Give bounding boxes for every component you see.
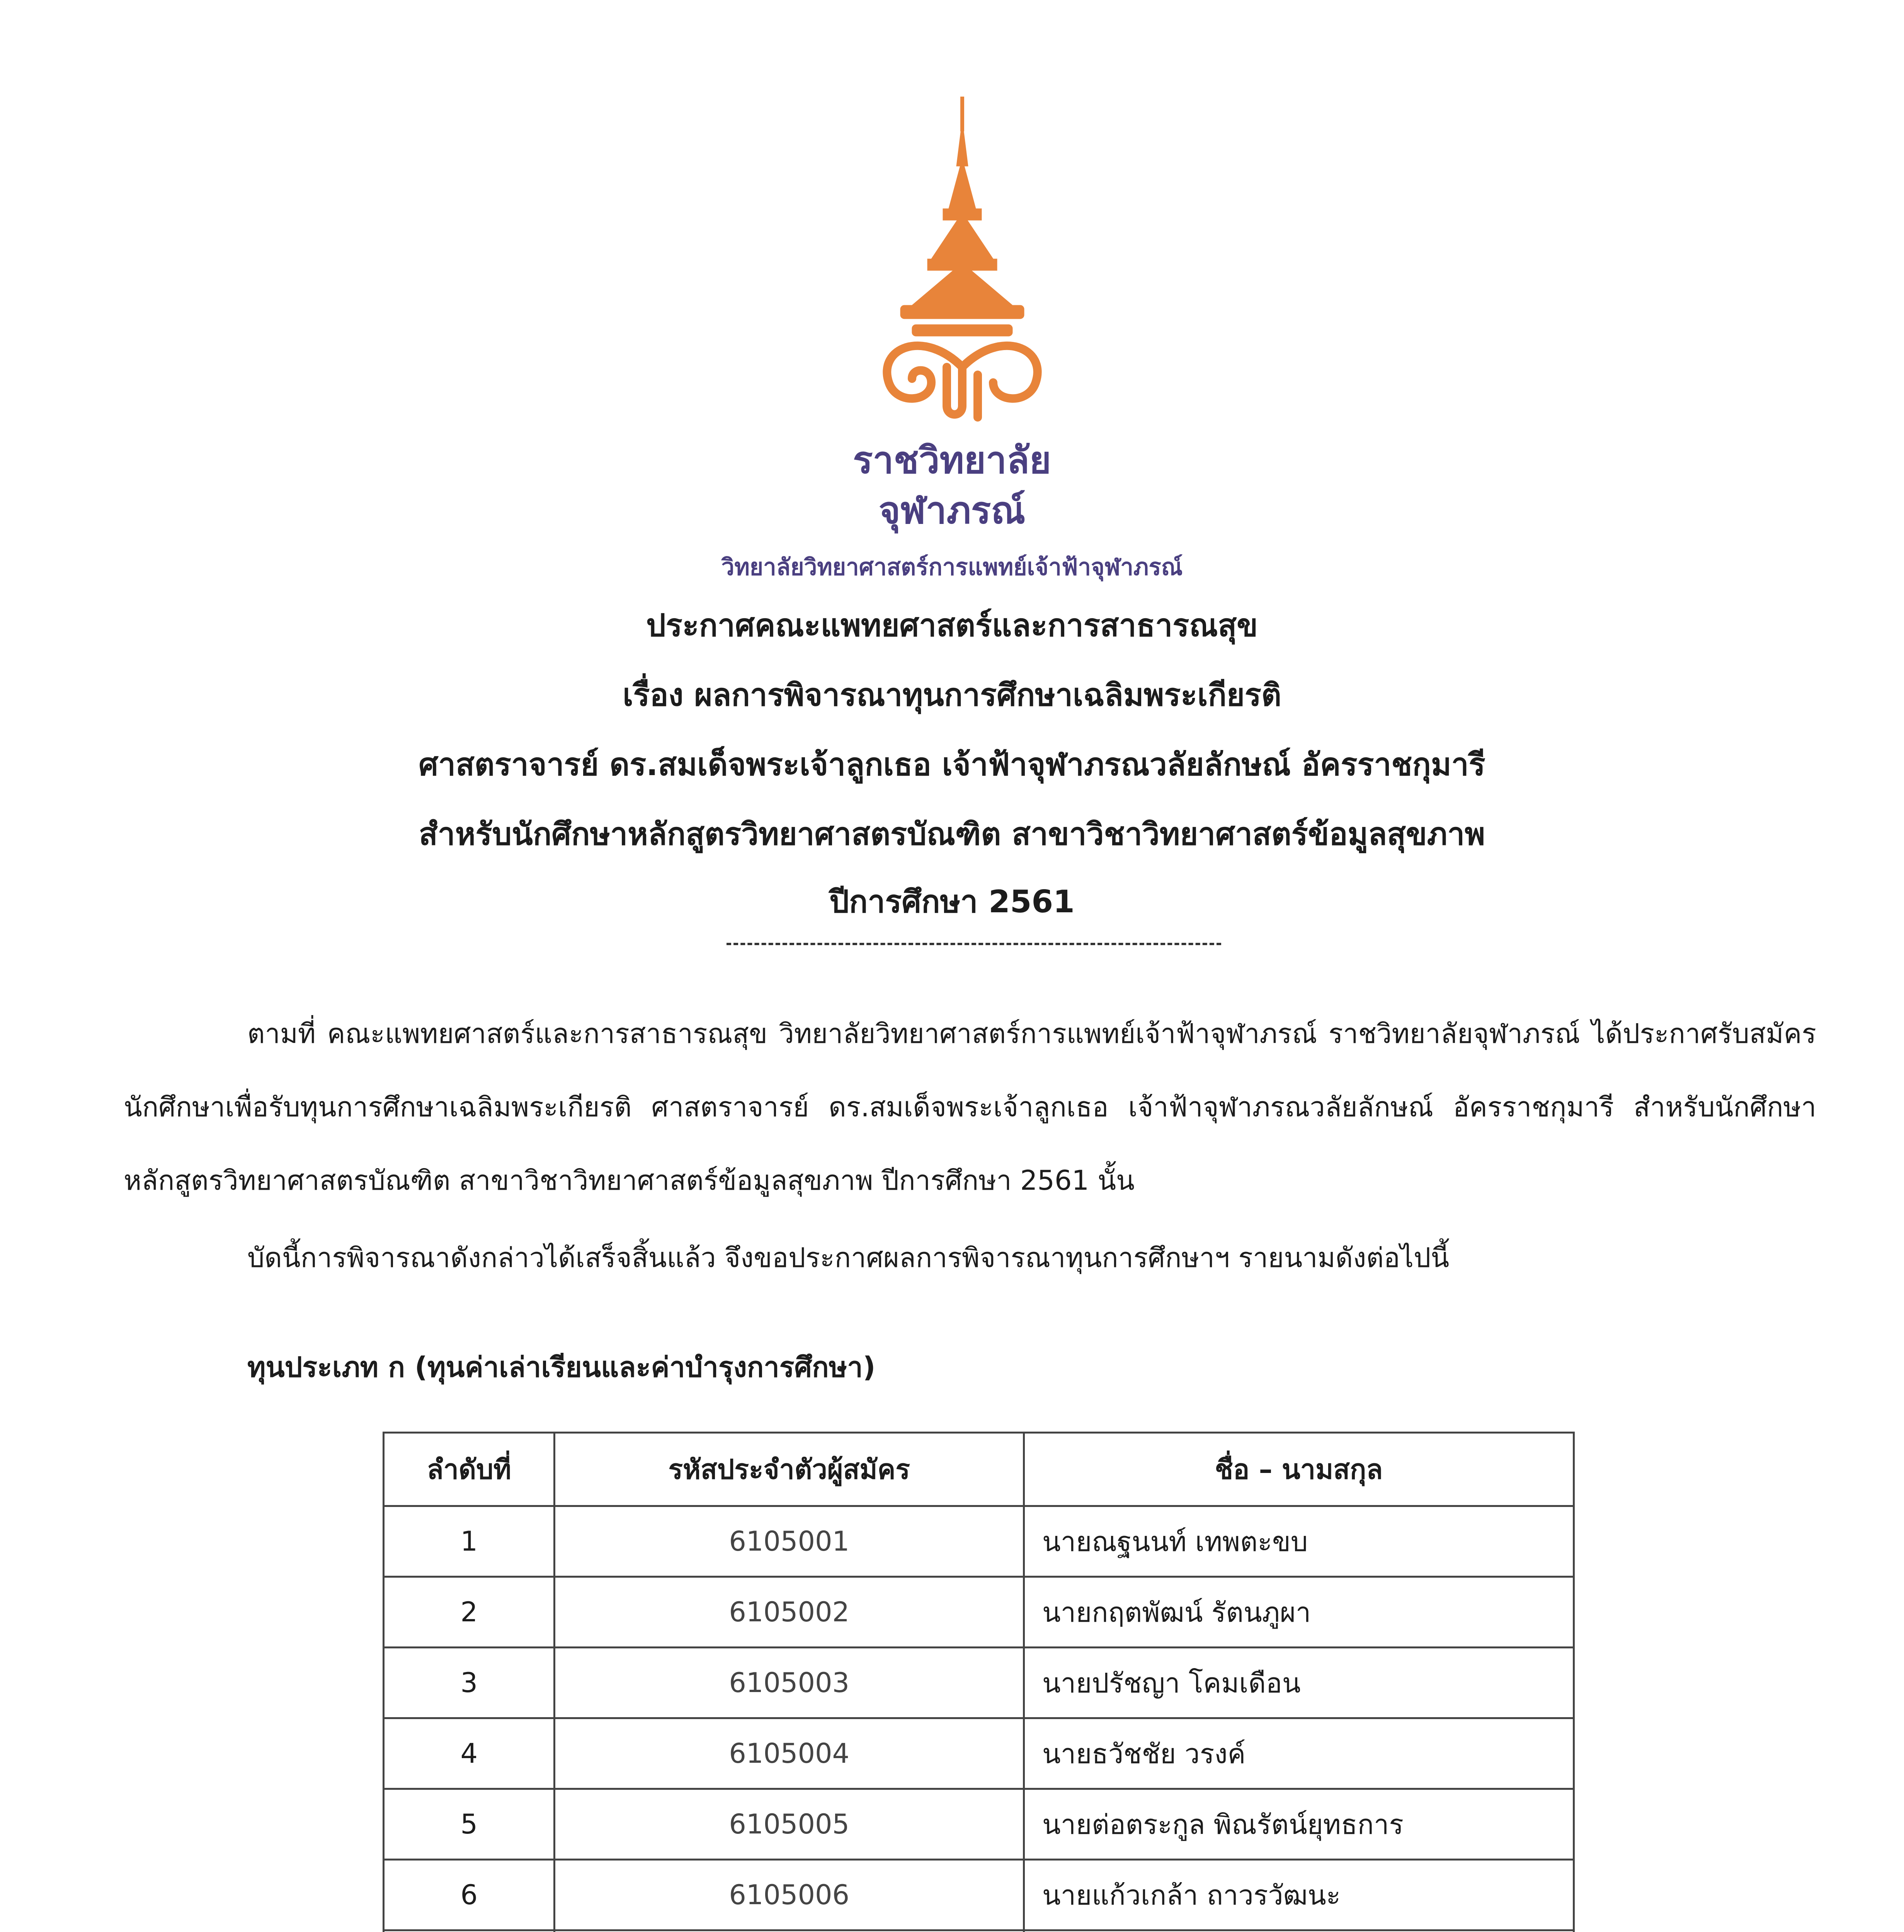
table-row bbox=[384, 1930, 1574, 1932]
cell-name: นายปรัชญา โคมเดือน bbox=[1024, 1648, 1574, 1718]
cell-no: 6 bbox=[384, 1860, 555, 1930]
scholarship-recipients-table bbox=[383, 1432, 1575, 1932]
cell-applicant-id: 6105001 bbox=[555, 1506, 1024, 1577]
column-header-name: ชื่อ – นามสกุล bbox=[1024, 1433, 1574, 1506]
table-header-row bbox=[384, 1433, 1574, 1506]
table-row bbox=[384, 1718, 1574, 1789]
table-row bbox=[384, 1860, 1574, 1930]
institution-subtitle: วิทยาลัยวิทยาศาสตร์การแพทย์เจ้าฟ้าจุฬาภรณ์ bbox=[721, 554, 1183, 581]
cell-applicant-id: 6105005 bbox=[555, 1789, 1024, 1860]
announcement-title-line4: สำหรับนักศึกษาหลักสูตรวิทยาศาสตรบัณฑิต สาขาวิชาวิทยาศาสตร์ข้อมูลสุขภาพ bbox=[419, 816, 1485, 852]
cell-name: นายธวัชชัย วรงค์ bbox=[1024, 1718, 1574, 1789]
cell-no: 4 bbox=[384, 1718, 555, 1789]
cell-applicant-id: 6105006 bbox=[555, 1860, 1024, 1930]
cell-applicant-id: 6105003 bbox=[555, 1648, 1024, 1718]
announcement-title-line2: เรื่อง ผลการพิจารณาทุนการศึกษาเฉลิมพระเกียรติ bbox=[623, 677, 1281, 713]
cell-applicant-id: 6105004 bbox=[555, 1718, 1024, 1789]
cell-applicant-id bbox=[555, 1930, 1024, 1932]
cell-no bbox=[384, 1930, 555, 1932]
cell-name: นายกฤตพัฒน์ รัตนภูผา bbox=[1024, 1577, 1574, 1648]
announcement-title-line5: ปีการศึกษา 2561 bbox=[829, 884, 1075, 920]
cell-name: นายณฐนนท์ เทพตะขบ bbox=[1024, 1506, 1574, 1577]
column-header-applicant-id: รหัสประจำตัวผู้สมัคร bbox=[555, 1433, 1024, 1506]
crown-emblem-logo-icon bbox=[866, 97, 1059, 425]
cell-name bbox=[1024, 1930, 1574, 1932]
table-row bbox=[384, 1506, 1574, 1577]
cell-no: 3 bbox=[384, 1648, 555, 1718]
institution-name-line2: จุฬาภรณ์ bbox=[878, 489, 1026, 532]
table-row bbox=[384, 1789, 1574, 1860]
institution-name-line1: ราชวิทยาลัย bbox=[852, 439, 1052, 482]
announcement-title-line1: ประกาศคณะแพทยศาสตร์และการสาธารณสุข bbox=[646, 607, 1258, 643]
body-paragraph-2: บัดนี้การพิจารณาดังกล่าวได้เสร็จสิ้นแล้ว จึงขอประกาศผลการพิจารณาทุนการศึกษาฯ รายนามดังต่อไปนี้ bbox=[247, 1242, 1450, 1274]
cell-no: 2 bbox=[384, 1577, 555, 1648]
announcement-title-line3: ศาสตราจารย์ ดร.สมเด็จพระเจ้าลูกเธอ เจ้าฟ้าจุฬาภรณวลัยลักษณ์ อัครราชกุมารี bbox=[419, 747, 1485, 782]
table-row bbox=[384, 1577, 1574, 1648]
cell-no: 5 bbox=[384, 1789, 555, 1860]
cell-no: 1 bbox=[384, 1506, 555, 1577]
dashed-divider bbox=[727, 943, 1221, 945]
table-row bbox=[384, 1648, 1574, 1718]
cell-applicant-id: 6105002 bbox=[555, 1577, 1024, 1648]
section-heading: ทุนประเภท ก (ทุนค่าเล่าเรียนและค่าบำรุงการศึกษา) bbox=[247, 1351, 876, 1383]
body-paragraph-1: ตามที่ คณะแพทยศาสตร์และการสาธารณสุข วิทยาลัยวิทยาศาสตร์การแพทย์เจ้าฟ้าจุฬาภรณ์ ราชวิทยาลัยจุฬาภรณ์ ได้ประกาศรับสมัครนักศึกษาเพื่อรับทุนการศึกษาเฉลิมพระเกียรติ ศาสตราจารย์ ดร.สมเด็จพระเจ้าลูกเธอ เจ้าฟ้าจุฬาภรณวลัยลักษณ์ อัครราชกุมารี สำหรับนักศึกษาหลักสูตรวิทยาศาสตรบัณฑิต สาขาวิชาวิทยาศาสตร์ข้อมูลสุขภาพ ปีการศึกษา 2561 นั้น bbox=[124, 1018, 1816, 1196]
cell-name: นายแก้วเกล้า ถาวรวัฒนะ bbox=[1024, 1860, 1574, 1930]
column-header-no: ลำดับที่ bbox=[384, 1433, 555, 1506]
cell-name: นายต่อตระกูล พิณรัตน์ยุทธการ bbox=[1024, 1789, 1574, 1860]
